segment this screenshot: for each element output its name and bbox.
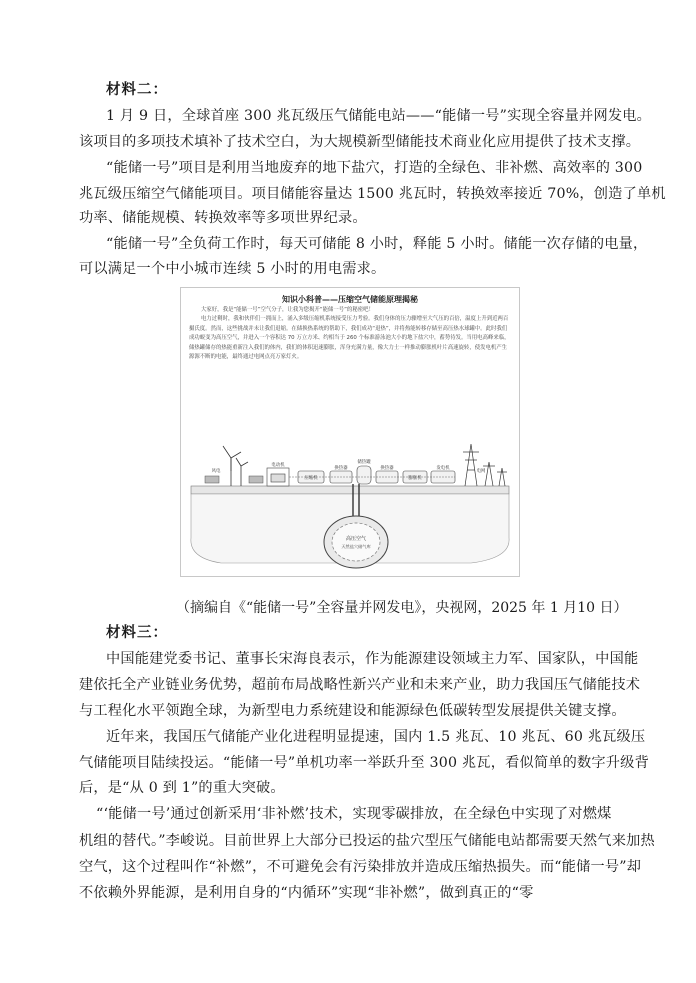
figure-text bbox=[189, 306, 511, 362]
material3-line-10: 不依赖外界能源，是利用自身的“内循环”实现“非补燃”，做到真正的“零 bbox=[79, 885, 534, 901]
material2-line-7: 可以满足一个中小城市连续 5 小时的用电需求。 bbox=[79, 261, 386, 277]
storage-tank-label: 储热罐 bbox=[357, 460, 371, 465]
grid-label: 电网 bbox=[476, 469, 486, 474]
material3-line-6: 后，是“从 0 到 1”的重大突破。 bbox=[79, 780, 285, 796]
storage-tank-box bbox=[357, 466, 371, 484]
material3-line-7: “‘能储一号’通过创新采用‘非补燃’技术，实现零碳排放，在全绿色中实现了对燃煤 bbox=[96, 806, 612, 822]
material2-line-4: 兆瓦级压缩空气储能项目。项目储能容量达 1500 兆瓦时，转换效率接近 70%，创造了单机 bbox=[79, 186, 666, 202]
wind-power-label: 风电 bbox=[211, 469, 221, 474]
solar-panel-icon bbox=[205, 476, 263, 483]
material3-line-2: 建依托全产业链业务优势，超前布局战略性新兴产业和未来产业，助力我国压气储能技术 bbox=[79, 677, 641, 693]
expander-label: 膨胀机 bbox=[408, 476, 422, 481]
material2-line-1: 1 月 9 日，全球首座 300 兆瓦级压气储能电站——“能储一号”实现全容量并网发电。 bbox=[106, 108, 651, 124]
heat-exchanger-1-label: 换热器 bbox=[334, 466, 348, 471]
material3-line-5: 气储能项目陆续投运。“能储一号”单机功率一举跃升至 300 兆瓦，看似简单的数字升级背 bbox=[79, 755, 649, 771]
material3-line-3: 与工程化水平领跑全球，为新型电力系统建设和能源绿色低碳转型发展提供关键支撑。 bbox=[79, 703, 626, 719]
figure-title: 知识小科普——压缩空气储能原理揭秘 bbox=[282, 295, 418, 304]
science-figure bbox=[180, 287, 520, 577]
compressor-label: 压缩机 bbox=[304, 476, 318, 481]
material2-line-3: “能储一号”项目是利用当地废弃的地下盐穴，打造的全绿色、非补燃、高效率的 300 bbox=[106, 160, 643, 176]
material2-line-6: “能储一号”全负荷工作时，每天可储能 8 小时，释能 5 小时。储能一次存储的电量， bbox=[106, 236, 648, 252]
power-tower-icon bbox=[463, 444, 507, 486]
material2-line-5: 功率、储能规模、转换效率等多项世界纪录。 bbox=[79, 210, 367, 226]
figure-paragraph-1: 大家好，我是“能储一号”空气分子，让我为您揭开“能储一号”的秘密吧！ bbox=[201, 307, 374, 313]
material3-heading: 材料三： bbox=[106, 624, 168, 641]
cavern-sub-label: 天然盐穴储气库 bbox=[341, 544, 371, 549]
material3-line-1: 中国能建党委书记、董事长宋海良表示，作为能源建设领域主力军、国家队，中国能 bbox=[106, 651, 639, 667]
motor-house-icon bbox=[267, 468, 289, 486]
energy-storage-diagram bbox=[181, 438, 519, 576]
material3-line-8: 机组的替代。”李峻说。目前世界上大部分已投运的盐穴型压气储能电站都需要天然气来加热 bbox=[79, 833, 655, 849]
motor-label: 电动机 bbox=[271, 463, 285, 468]
generator-label: 发电机 bbox=[436, 466, 450, 471]
heat-exchanger-2-label: 换热器 bbox=[380, 466, 394, 471]
wind-turbine-icon bbox=[223, 446, 248, 486]
ground-surface bbox=[191, 486, 509, 494]
cavern-main-label: 高压空气 bbox=[345, 536, 367, 542]
material2-line-2: 该项目的多项技术填补了技术空白，为大规模新型储能技术商业化应用提供了技术支撑。 bbox=[79, 134, 641, 150]
figure-paragraph-2: 电力过剩时，我和伙伴们一拥而上，涌入多级压缩机系统接受压力考验。我们身体的压力骤增至大气压的百倍，温度上升到近两百摄氏度。然而，这些挑战并未让我们退缩。在储换热系统的帮助下，我们成功“退热”，并将热能转移存储至高压热水球罐中。此时我们成功蜕变为高压空气，并进入一个容积达 70 万立方米、约相当于 260 个标准游泳池大小的地下盐穴中，蓄势待发。当用电高峰来临，储热罐储存的热能重新注入我们的体内，我们的体积迅速膨胀，浑身充满力量，像大力士一样推动膨胀机叶片高速旋转，使发电机产生源源不断的电能，最终通过电网点亮万家灯火。 bbox=[189, 316, 510, 361]
material2-heading: 材料二： bbox=[106, 81, 168, 98]
figure-caption: （摘编自《“能储一号”全容量并网发电》，央视网，2025 年 1 月10 日） bbox=[176, 600, 628, 616]
material3-line-4: 近年来，我国压气储能产业化进程明显提速，国内 1.5 兆瓦、10 兆瓦、60 兆瓦级压 bbox=[106, 729, 646, 745]
material3-line-9: 空气，这个过程叫作“补燃”，不可避免会有污染排放并造成压缩热损失。而“能储一号”却 bbox=[79, 859, 642, 875]
salt-cavern-icon bbox=[324, 516, 388, 568]
